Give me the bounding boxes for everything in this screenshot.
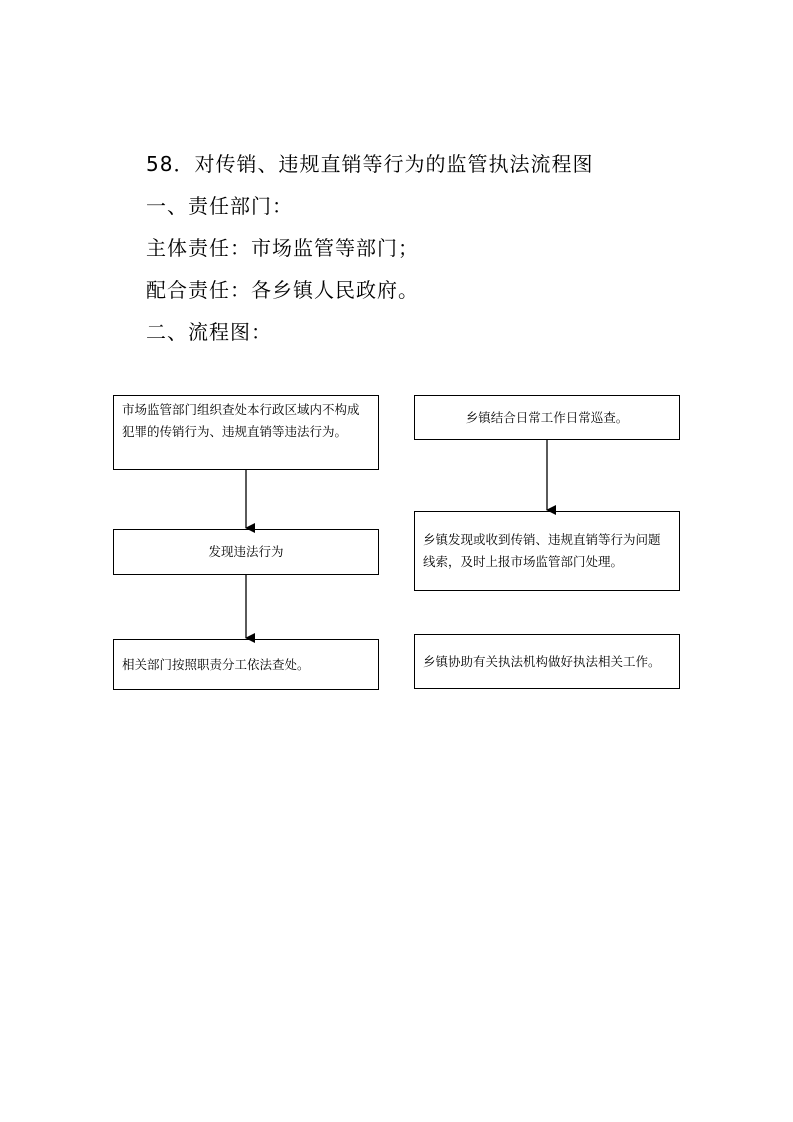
section-heading-flowchart: 二、流程图： (146, 320, 272, 344)
flow-box-left-2: 发现违法行为 (113, 529, 379, 575)
cooperating-responsibility-line: 配合责任：各乡镇人民政府。 (146, 278, 419, 302)
flow-box-right-2: 乡镇发现或收到传销、违规直销等行为问题线索，及时上报市场监管部门处理。 (414, 511, 680, 591)
main-responsibility-line: 主体责任：市场监管等部门； (146, 236, 419, 260)
flow-box-left-1: 市场监管部门组织查处本行政区域内不构成犯罪的传销行为、违规直销等违法行为。 (113, 395, 379, 470)
section-heading-responsible-departments: 一、责任部门： (146, 194, 293, 218)
page-title: 58．对传销、违规直销等行为的监管执法流程图 (146, 152, 594, 176)
flow-box-left-3: 相关部门按照职责分工依法查处。 (113, 639, 379, 690)
flow-box-right-1: 乡镇结合日常工作日常巡查。 (414, 395, 680, 440)
flow-box-right-3: 乡镇协助有关执法机构做好执法相关工作。 (414, 634, 680, 689)
